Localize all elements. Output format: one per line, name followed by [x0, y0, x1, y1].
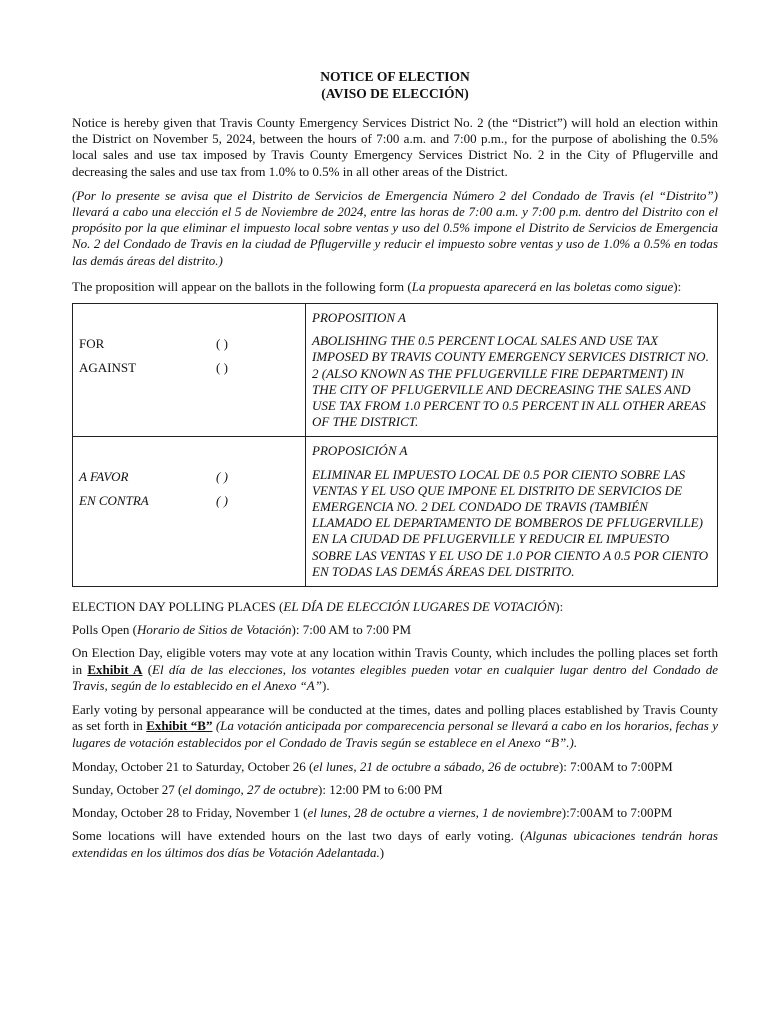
extended-hours-paragraph	[72, 828, 718, 860]
schedule-en: Sunday, October 27 (	[72, 781, 183, 797]
schedule-hours: ): 7:00AM to 7:00PM	[558, 758, 673, 774]
title-english: NOTICE OF ELECTION	[320, 69, 470, 84]
against-label: AGAINST	[79, 359, 137, 375]
proposition-text-cell-spanish	[306, 437, 718, 587]
schedule-en: Monday, October 28 to Friday, November 1 (	[72, 805, 308, 821]
election-day-paragraph	[72, 645, 718, 694]
early-voting-paragraph	[72, 702, 718, 751]
extended-hours-english: Some locations will have extended hours on the last two days of early voting. (	[72, 828, 525, 844]
proposition-text-spanish: ELIMINAR EL IMPUESTO LOCAL DE 0.5 POR CIENTO SOBRE LAS VENTAS Y EL USO QUE IMPONE EL DISTRITO DE SERVICIOS DE EMERGENCIA NO. 2 DEL CONDADO DE TRAVIS (TAMBIÉN LLAMADO EL DEPARTAMENTO DE BOMBEROS DE PFLUGERVILLE) EN LA CIUDAD DE PFLUGERVILLE Y REDUCIR EL IMPUESTO SOBRE LAS VENTAS Y EL USO DE 1.0 POR CIENTO A 0.5 POR CIENTO EN TODAS LAS DEMÁS ÁREAS DEL DISTRITO.	[312, 466, 709, 579]
polls-open-line	[72, 622, 718, 638]
vote-option-a-favor[interactable]	[73, 465, 305, 489]
document-title	[72, 68, 718, 102]
intro-paragraph-english: Notice is hereby given that Travis County Emergency Services District No. 2 (the “District”) will hold an election within the District on November 5, 2024, between the hours of 7:00 a.m. and 7:00 p.m., for the purpose of abolishing the 0.5% local sales and use tax imposed by Travis County Emergency Services District No. 2 in the City of Pflugerville and decreasing the sales and use tax from 1.0% to 0.5% in all other areas of the District.	[72, 115, 718, 179]
schedule-line	[72, 805, 718, 821]
for-checkbox[interactable]: ( )	[216, 335, 228, 351]
intro-paragraph-spanish: (Por lo presente se avisa que el Distrito de Servicios de Emergencia Número 2 del Condado de Travis (el “Distrito”) llevará a cabo una elección el 5 de Noviembre de 2024, entre las horas de 7:00 a.m. y 7:00 p.m. dentro del Distrito con el propósito por la que eliminar el impuesto local sobre ventas y uso del 0.5% impone el Distrito de Servicios de Emergencia No. 2 del Condado de Travis en la ciudad de Pflugerville y reducir el impuesto sobre ventas y uso de 1.0% a 0.5% en todas las demás áreas del distrito.)	[72, 187, 718, 268]
proposition-heading-english: PROPOSITION A	[312, 310, 407, 326]
intro-spanish-text: Por lo presente se avisa que el Distrito de Servicios de Emergencia Número 2 del Condado de Travis (el “Distrito”) llevará a cabo una elección el 5 de Noviembre de 2024, entre las horas de 7:00 a.m. y 7:00 p.m. dentro del Distrito con el propósito por la que eliminar el impuesto local sobre ventas y uso del 0.5% impone el Distrito de Servicios de Emergencia No. 2 del Condado de Travis en la ciudad de Pflugerville y reducir el impuesto sobre ventas y uso de 1.0% a 0.5% en todas las demás áreas del distrito.	[72, 187, 718, 268]
a-favor-label: A FAVOR	[79, 469, 129, 485]
polling-places-heading	[72, 599, 718, 615]
schedule-hours: ): 12:00 PM to 6:00 PM	[318, 781, 443, 797]
title-spanish: (AVISO DE ELECCIÓN)	[321, 86, 469, 101]
election-day-english: On Election Day, eligible voters may vote at any location within Travis County, which includes the polling places set forth in	[72, 645, 718, 677]
schedule-es: el domingo, 27 de octubre	[182, 781, 318, 797]
en-contra-label: EN CONTRA	[79, 493, 149, 509]
election-day-paren: (	[142, 661, 153, 677]
vote-options-english	[73, 304, 306, 437]
vote-option-for[interactable]	[73, 332, 305, 356]
early-voting-english: Early voting by personal appearance will be conducted at the times, dates and polling places established by Travis County as set forth in	[72, 702, 718, 734]
schedule-es: el lunes, 21 de octubre a sábado, 26 de octubre	[313, 758, 559, 774]
ballot-intro-spanish: La propuesta aparecerá en las boletas como sigue	[411, 278, 674, 294]
extended-hours-end: )	[379, 844, 385, 860]
exhibit-b-link[interactable]: Exhibit “B”	[146, 718, 213, 734]
vote-option-en-contra[interactable]	[73, 489, 305, 513]
vote-option-against[interactable]	[73, 356, 305, 380]
schedule-line	[72, 782, 718, 798]
polls-open-hours: ): 7:00 AM to 7:00 PM	[291, 622, 412, 638]
schedule-es: el lunes, 28 de octubre a viernes, 1 de noviembre	[307, 805, 562, 821]
polls-open-spanish: Horario de Sitios de Votación	[137, 622, 292, 638]
proposition-text-english: ABOLISHING THE 0.5 PERCENT LOCAL SALES AND USE TAX IMPOSED BY TRAVIS COUNTY EMERGENCY SERVICES DISTRICT NO. 2 (ALSO KNOWN AS THE PFLUGERVILLE FIRE DEPARTMENT) IN THE CITY OF PFLUGERVILLE AND DECREASING THE SALES AND USE TAX FROM 1.0 PERCENT TO 0.5 PERCENT IN ALL OTHER AREAS OF THE DISTRICT.	[312, 333, 709, 430]
schedule-en: Monday, October 21 to Saturday, October 26 (	[72, 758, 314, 774]
en-contra-checkbox[interactable]: ( )	[216, 493, 228, 509]
election-day-spanish: El día de las elecciones, los votantes elegibles pueden votar en cualquier lugar dentro del Condado de Travis, según de lo establecido en el Anexo “A”	[72, 661, 718, 693]
polling-heading-end: ):	[555, 599, 564, 615]
extended-hours-spanish: Algunas ubicaciones tendrán horas extendidas en los últimos dos días be Votación Adelantada.	[72, 828, 718, 860]
ballot-intro-english: The proposition will appear on the ballots in the following form (	[72, 278, 412, 294]
early-voting-spanish: (La votación anticipada por comparecencia personal se llevará a cabo en los horarios, fechas y lugares de votación establecidos por el Condado de Travis según se establece en el Anexo “B”.).	[72, 718, 719, 750]
election-day-end: ).	[321, 677, 330, 693]
for-label: FOR	[79, 335, 105, 351]
schedule-hours: ):7:00AM to 7:00PM	[561, 805, 673, 821]
vote-options-spanish	[73, 437, 306, 587]
a-favor-checkbox[interactable]: ( )	[216, 469, 228, 485]
proposition-text-cell-english	[306, 304, 718, 437]
proposition-row-english	[73, 304, 718, 437]
proposition-heading-spanish: PROPOSICIÓN A	[312, 443, 408, 459]
polls-open-english: Polls Open (	[72, 622, 137, 638]
against-checkbox[interactable]: ( )	[216, 359, 228, 375]
proposition-table	[72, 303, 718, 587]
polling-heading-english: ELECTION DAY POLLING PLACES (	[72, 599, 284, 615]
notice-document	[72, 68, 718, 869]
proposition-row-spanish	[73, 437, 718, 587]
polling-heading-spanish: EL DÍA DE ELECCIÓN LUGARES DE VOTACIÓN	[283, 599, 556, 615]
schedule-line	[72, 759, 718, 775]
ballot-intro	[72, 279, 718, 295]
ballot-intro-end: ):	[673, 278, 682, 294]
exhibit-a-link[interactable]: Exhibit A	[87, 661, 143, 677]
